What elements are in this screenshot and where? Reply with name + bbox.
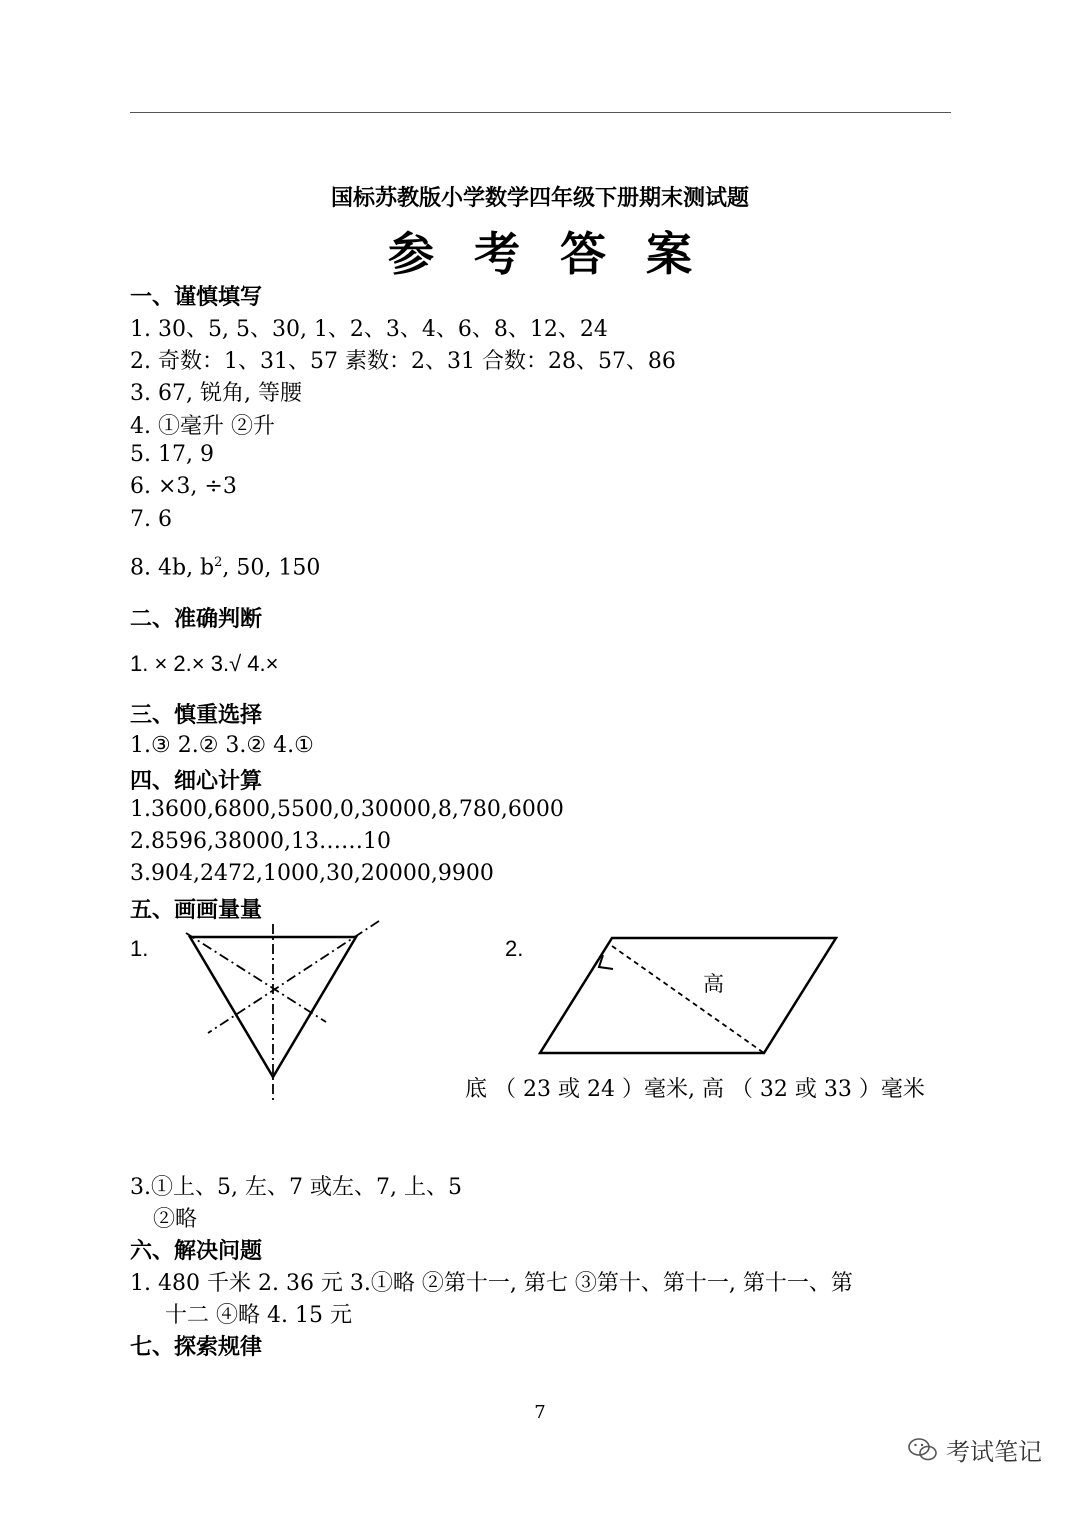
s1-line-7: 7. 6 bbox=[130, 507, 172, 532]
s4-line-3: 3.904,2472,1000,30,20000,9900 bbox=[130, 861, 494, 886]
s4-line-2: 2.8596,38000,13……10 bbox=[130, 829, 391, 854]
section-heading-6: 六、解决问题 bbox=[130, 1239, 263, 1264]
parallelogram bbox=[540, 938, 836, 1053]
s1-line-4: 4. ①毫升 ②升 bbox=[130, 414, 275, 439]
s4-line-1: 1.3600,6800,5500,0,30000,8,780,6000 bbox=[130, 797, 564, 822]
figure-1-label: 1. bbox=[130, 936, 149, 961]
height-label: 高 bbox=[703, 972, 724, 996]
figure-2-label: 2. bbox=[505, 936, 524, 961]
s1-line-8-pre: 8. 4b, b bbox=[130, 555, 215, 581]
s1-line-1: 1. 30、5, 5、30, 1、2、3、4、6、8、12、24 bbox=[130, 317, 608, 342]
page-title: 参考答案 bbox=[388, 227, 732, 281]
watermark bbox=[908, 1432, 1042, 1467]
s5-q3-line-2: ②略 bbox=[153, 1207, 198, 1232]
triangle-figure bbox=[186, 921, 379, 1103]
s1-line-3: 3. 67, 锐角, 等腰 bbox=[130, 381, 302, 406]
symmetry-axis-right bbox=[186, 933, 326, 1022]
measure-answer: 底 （ 23 或 24 ）毫米, 高 （ 32 或 33 ）毫米 bbox=[465, 1077, 925, 1102]
wechat-icon bbox=[908, 1437, 938, 1463]
section-heading-2: 二、准确判断 bbox=[130, 607, 263, 632]
section-heading-4: 四、细心计算 bbox=[130, 769, 263, 794]
section-heading-1: 一、谨慎填写 bbox=[130, 285, 263, 310]
page-subtitle: 国标苏教版小学数学四年级下册期末测试题 bbox=[330, 186, 749, 211]
s1-line-8-post: , 50, 150 bbox=[222, 555, 321, 581]
s6-line-2: 十二 ④略 4. 15 元 bbox=[165, 1303, 352, 1328]
section-heading-3: 三、慎重选择 bbox=[130, 703, 263, 728]
height-line bbox=[612, 946, 764, 1053]
s5-q3-line-1: 3.①上、5, 左、7 或左、7, 上、5 bbox=[130, 1175, 462, 1200]
s6-line-1: 1. 480 千米 2. 36 元 3.①略 ②第十一, 第七 ③第十、第十一, 第十一、第 bbox=[130, 1271, 853, 1296]
section-heading-7: 七、探索规律 bbox=[130, 1335, 263, 1360]
parallelogram-figure bbox=[540, 938, 836, 1053]
section-heading-5: 五、画画量量 bbox=[130, 898, 263, 923]
s3-answers: 1.③ 2.② 3.② 4.① bbox=[130, 733, 314, 758]
s1-line-5: 5. 17, 9 bbox=[130, 442, 214, 467]
s2-answers: 1. × 2.× 3.√ 4.× bbox=[130, 651, 279, 676]
s1-line-6: 6. ×3, ÷3 bbox=[130, 474, 237, 499]
watermark-text: 考试笔记 bbox=[946, 1438, 1042, 1466]
page-number: 7 bbox=[534, 1402, 546, 1423]
s1-line-8-sup: 2 bbox=[214, 555, 223, 570]
s1-line-2: 2. 奇数：1、31、57 素数：2、31 合数：28、57、86 bbox=[130, 349, 676, 374]
